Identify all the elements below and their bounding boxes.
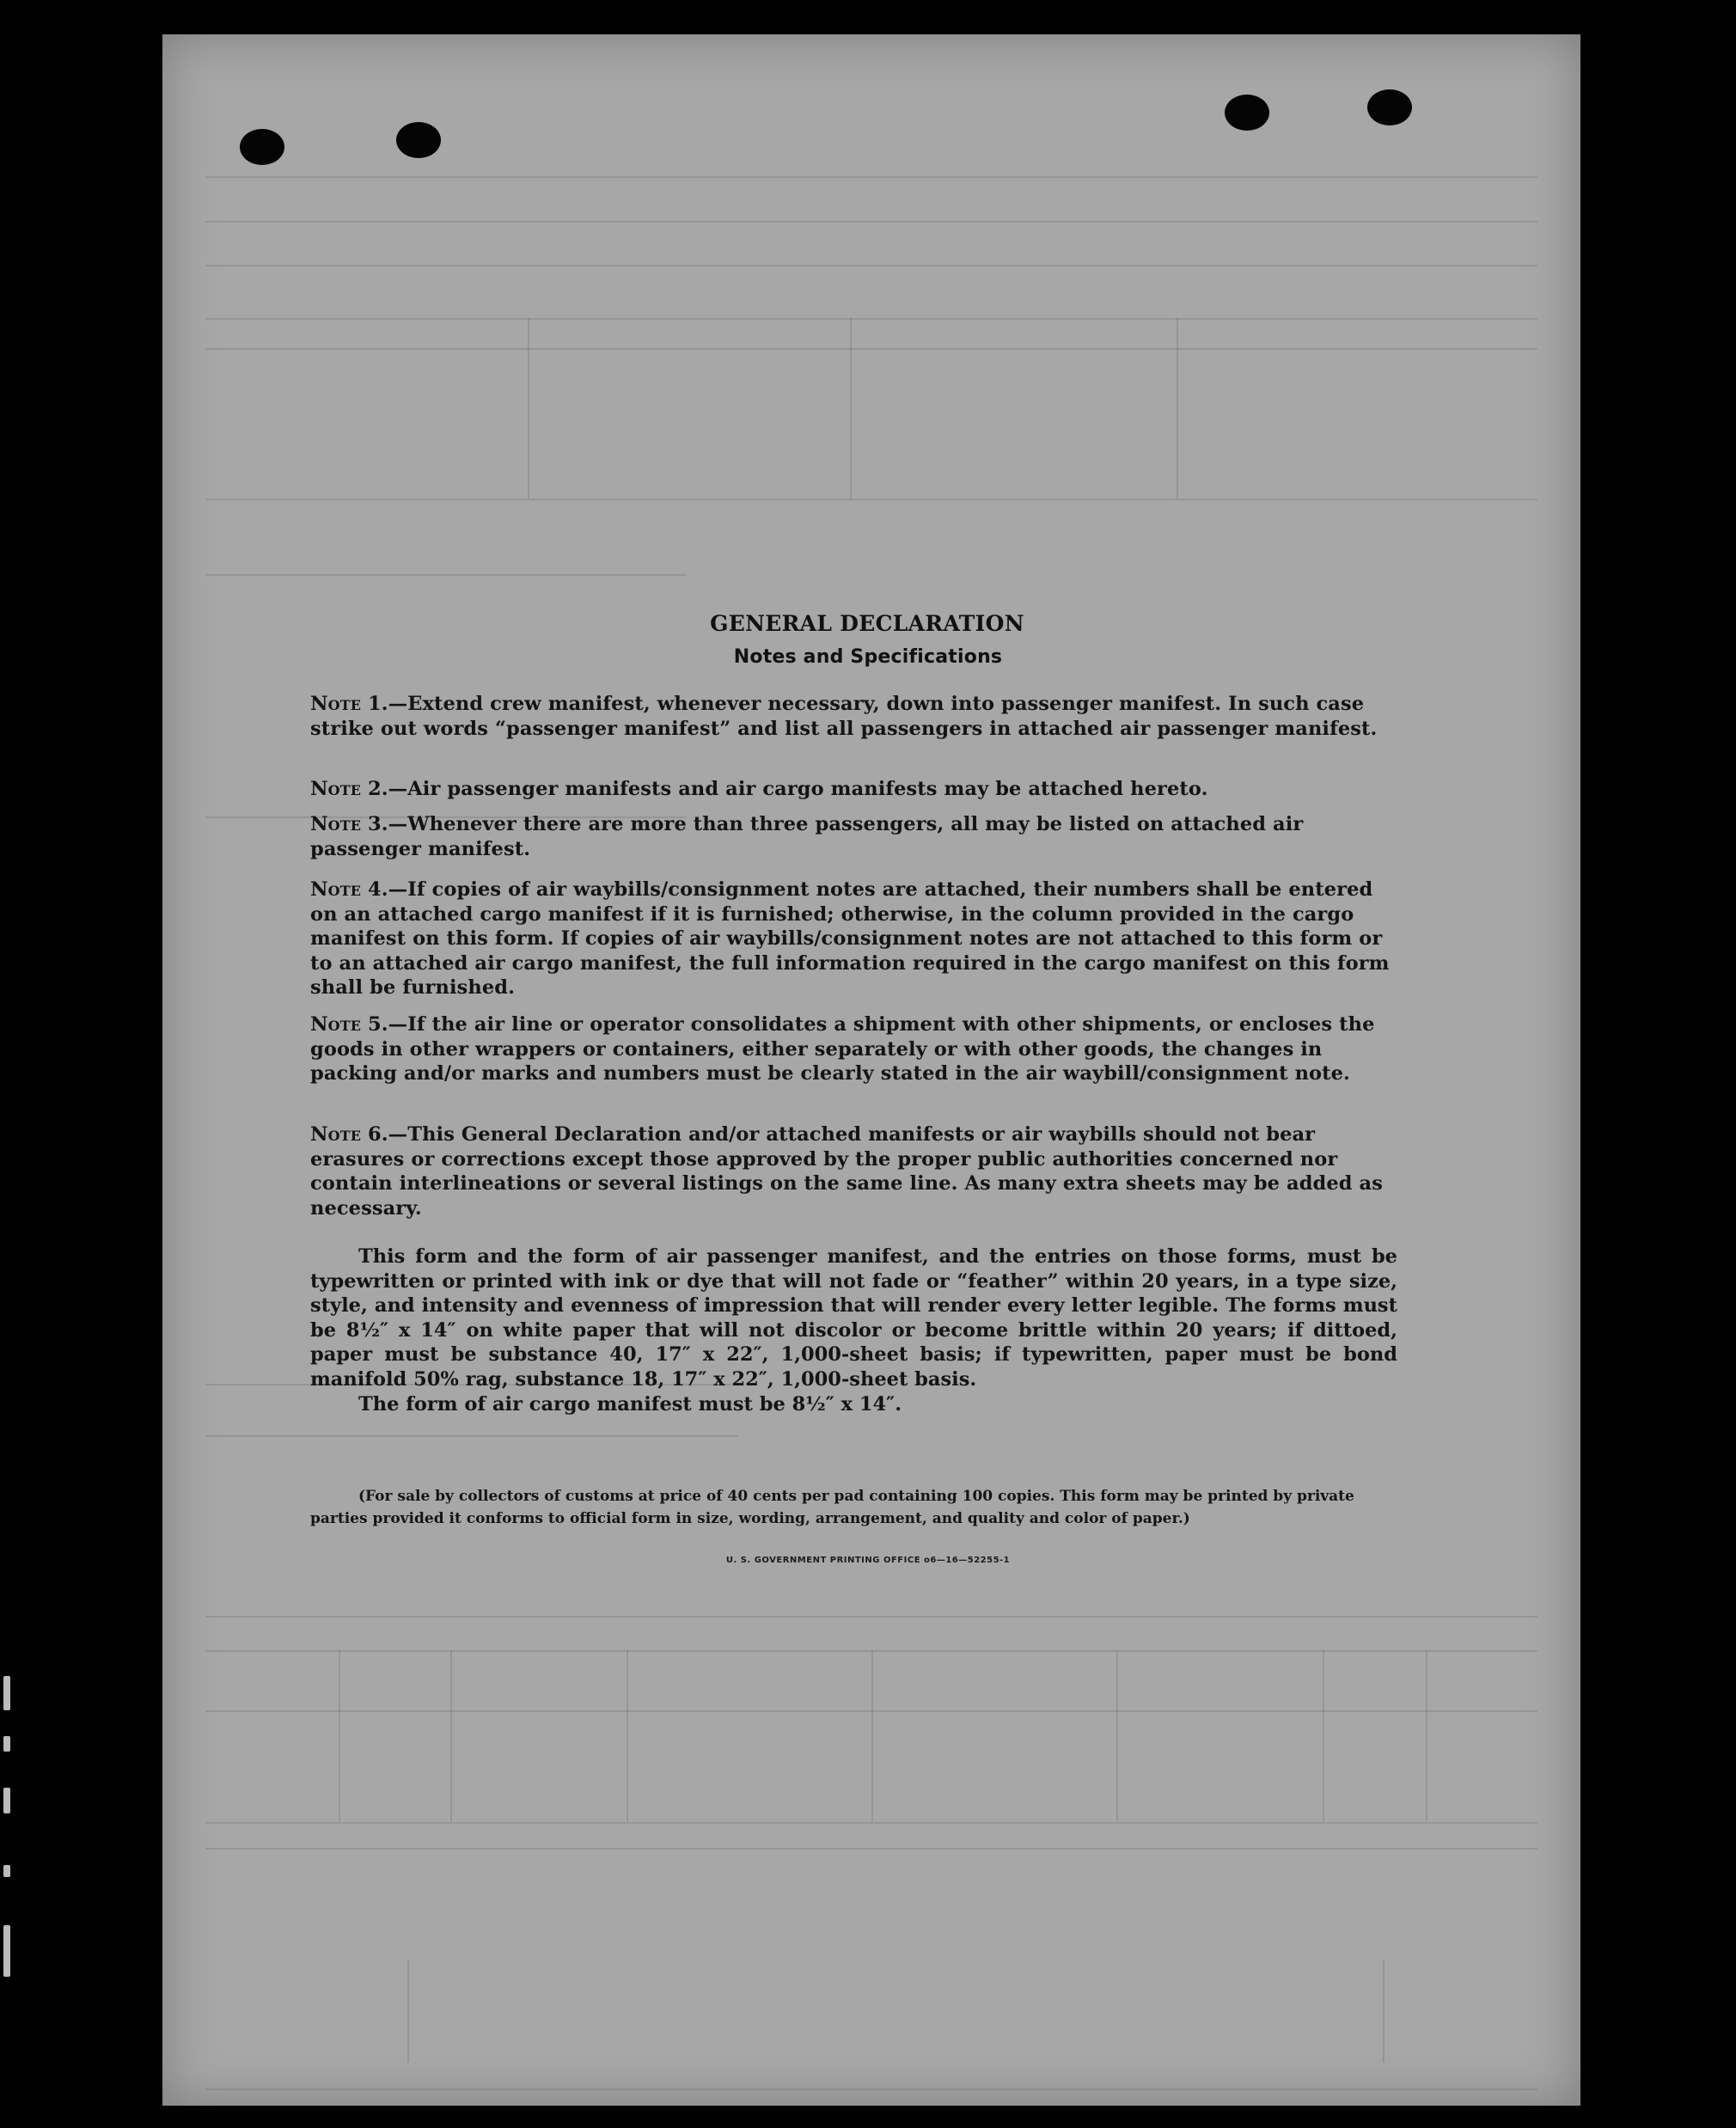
printer-line: U. S. GOVERNMENT PRINTING OFFICE o6—16—52255-1 xyxy=(725,1556,1011,1565)
form-requirements-paragraph: This form and the form of air passenger manifest, and the entries on those forms, must be typewritten or printed with ink or dye that will not fade or “feather” within 20 years, in a type size, style, and intensity and evenness of impression that will render every letter legible. The forms must be 8½″ x 14″ on white paper that will not discolor or become brittle within 20 years; if dittoed, paper must be substance 40, 17″ x 22″, 1,000-sheet basis; if typewritten, paper must be bond manifold 50% rag, substance 18, 17″ x 22″, 1,000-sheet basis. xyxy=(310,1245,1397,1391)
note-1-text: —Extend crew manifest, whenever necessary, down into passenger manifest. In such case strike out words “passenger manifest” and list all passengers in attached air passenger manifest. xyxy=(310,693,1378,740)
punch-hole xyxy=(240,129,284,165)
show-through-line xyxy=(205,221,1537,223)
note-6-label: Note 6. xyxy=(310,1123,388,1146)
cargo-manifest-size-paragraph: The form of air cargo manifest must be 8½″ x 14″. xyxy=(358,1393,902,1416)
note-4-label: Note 4. xyxy=(310,878,388,901)
show-through-line xyxy=(205,574,687,576)
note-5-text: —If the air line or operator consolidates a shipment with other shipments, or encloses the goods in other wrappers or containers, either separately or with other goods, the changes in packing and/or marks and numbers must be clearly stated in the air waybill/consignment note. xyxy=(310,1013,1375,1085)
note-3-label: Note 3. xyxy=(310,813,388,835)
show-through-line xyxy=(871,1650,873,1822)
show-through-line xyxy=(205,318,1537,320)
show-through-line xyxy=(1426,1650,1427,1822)
note-6-text: —This General Declaration and/or attached manifests or air waybills should not bear erasures or corrections except those approved by the proper public authorities concerned nor contain interlineations or several listings on the same line. As many extra sheets may be added as necessary. xyxy=(310,1123,1384,1220)
show-through-line xyxy=(205,176,1537,178)
document-subheading: Notes and Specifications xyxy=(733,646,1003,668)
show-through-line xyxy=(627,1650,628,1822)
show-through-line xyxy=(205,1822,1537,1824)
show-through-line xyxy=(450,1650,452,1822)
show-through-line xyxy=(850,318,852,498)
show-through-line xyxy=(205,1435,738,1437)
show-through-line xyxy=(1177,318,1178,498)
note-5 xyxy=(310,1012,1397,1086)
show-through-line xyxy=(205,498,1537,500)
punch-hole xyxy=(1225,95,1269,131)
note-3 xyxy=(310,812,1397,861)
note-3-text: —Whenever there are more than three passengers, all may be listed on attached air passenger manifest. xyxy=(310,813,1304,860)
show-through-line xyxy=(205,2088,1537,2090)
punch-hole xyxy=(1367,89,1412,125)
note-1-label: Note 1. xyxy=(310,693,388,715)
punch-hole xyxy=(396,122,441,158)
show-through-line xyxy=(205,1616,1537,1617)
show-through-line xyxy=(205,348,1537,350)
note-4 xyxy=(310,877,1397,1000)
scan-edge-marks xyxy=(0,1667,26,2028)
note-2-label: Note 2. xyxy=(310,778,388,800)
note-4-text: —If copies of air waybills/consignment notes are attached, their numbers shall be entered on an attached cargo manifest if it is furnished; otherwise, in the column provided in the cargo manifest on this form. If copies of air waybills/consignment notes are not attached to this form or to an attached air cargo manifest, the full information required in the cargo manifest on this form shall be furnished. xyxy=(310,878,1390,999)
note-2-text: —Air passenger manifests and air cargo manifests may be attached hereto. xyxy=(388,778,1208,800)
sale-notice: (For sale by collectors of customs at price of 40 cents per pad containing 100 copies. This form may be printed by private parties provided it conforms to official form in size, wording, arrangement, and quality and color of paper.) xyxy=(310,1488,1354,1527)
note-6 xyxy=(310,1122,1397,1220)
show-through-line xyxy=(1383,1960,1385,2063)
note-5-label: Note 5. xyxy=(310,1013,388,1036)
show-through-line xyxy=(528,318,529,498)
show-through-line xyxy=(1323,1650,1324,1822)
show-through-line xyxy=(407,1960,409,2063)
document-heading: GENERAL DECLARATION xyxy=(710,611,1024,636)
show-through-line xyxy=(1116,1650,1118,1822)
show-through-line xyxy=(205,265,1537,266)
show-through-line xyxy=(339,1650,340,1822)
note-2 xyxy=(310,777,1397,802)
note-1 xyxy=(310,692,1397,741)
show-through-line xyxy=(205,1848,1537,1850)
